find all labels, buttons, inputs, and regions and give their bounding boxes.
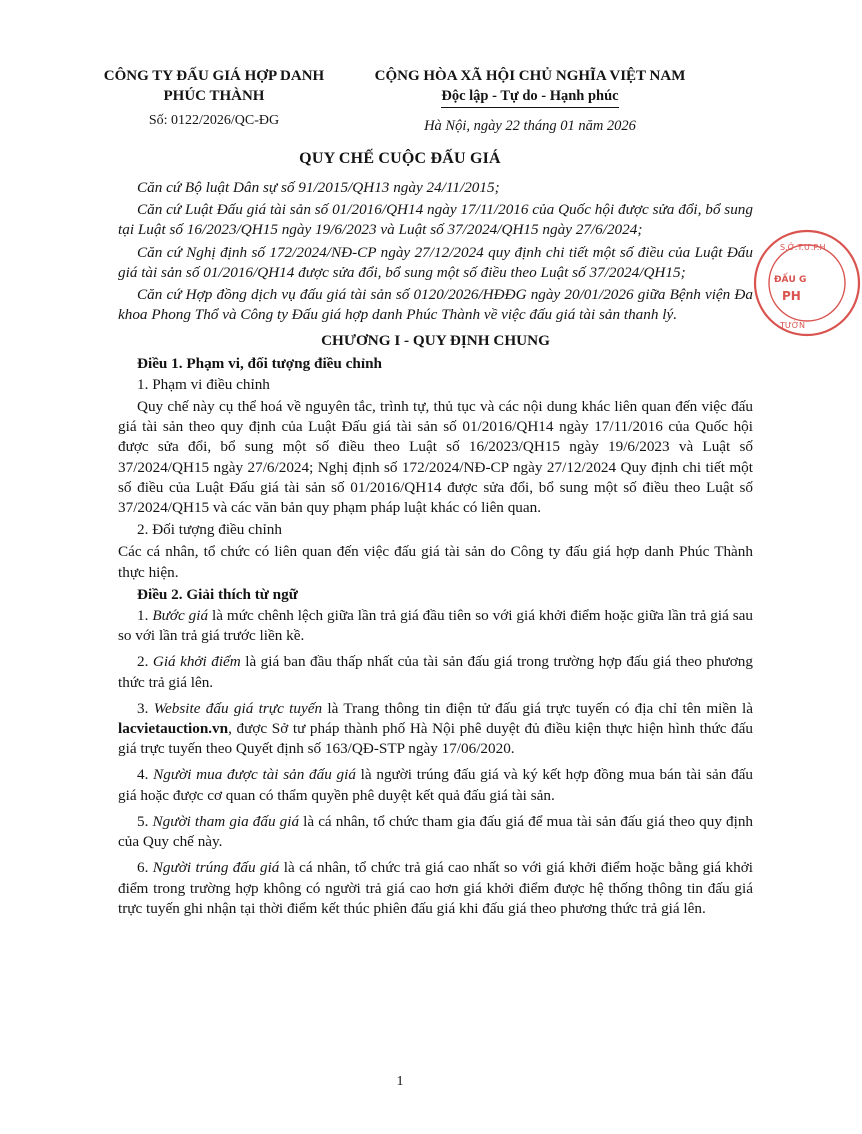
- preamble-1: Căn cứ Bộ luật Dân sự số 91/2015/QH13 ngày 24/11/2015;: [137, 179, 500, 196]
- definition-2: [118, 652, 753, 692]
- page-number: 1: [396, 1074, 404, 1089]
- stamp-text-mid1: ĐẤU G: [774, 275, 807, 285]
- definition-3: [118, 699, 753, 760]
- definition-1-term: Bước giá: [152, 607, 209, 625]
- definition-5-term: Người tham gia đấu giá: [152, 812, 300, 830]
- org-name-line1: CÔNG TY ĐẤU GIÁ HỢP DANH: [103, 68, 325, 84]
- definition-6: [118, 858, 753, 919]
- definition-3-term: Website đấu giá trực tuyến: [153, 699, 323, 717]
- article-1-section-2-text: Các cá nhân, tổ chức có liên quan đến việc đấu giá tài sản do Công ty đấu giá hợp danh Phúc Thành thực hiện.: [118, 543, 753, 581]
- article-1-section-1-title: 1. Phạm vi điều chỉnh: [137, 375, 270, 393]
- definition-2-text: là giá ban đầu thấp nhất của tài sản đấu giá trong trường hợp đấu giá theo phương thức trả giá lên.: [118, 653, 753, 691]
- definition-2-number: 2.: [137, 653, 149, 671]
- definition-5-text: là cá nhân, tổ chức tham gia đấu giá để mua tài sản đấu giá theo quy định của Quy chế này.: [118, 812, 754, 851]
- document-date: Hà Nội, ngày 22 tháng 01 năm 2026: [424, 118, 636, 134]
- definition-3-text-b: , được Sở tư pháp thành phố Hà Nội phê duyệt đủ điều kiện thực hiện hình thức đấu giá trực tuyến theo Quyết định số 163/QĐ-STP ngày 17/06/2020.: [118, 720, 753, 758]
- definition-1: [118, 606, 753, 646]
- document-number: Số: 0122/2026/QC-ĐG: [148, 113, 280, 128]
- article-1-title: Điều 1. Phạm vi, đối tượng điều chỉnh: [137, 354, 382, 372]
- definition-4-text: là người trúng đấu giá và ký kết hợp đồng mua bán tài sản đấu giá hoặc được cơ quan có thẩm quyền phê duyệt kết quả đấu giá tài sản.: [118, 766, 753, 804]
- stamp-text-top: S.Ở.T.Ư.P.H: [780, 243, 826, 252]
- document-body: [118, 178, 753, 921]
- company-seal-stamp: [752, 228, 862, 338]
- stamp-text-bottom: TƯỜN: [780, 321, 806, 330]
- definition-5-number: 5.: [137, 812, 149, 830]
- definition-6-number: 6.: [137, 859, 149, 877]
- article-1-section-1-text: Quy chế này cụ thể hoá về nguyên tắc, trình tự, thủ tục và các nội dung khác liên quan đến việc đấu giá tài sản theo quy định của Luật Đấu giá tài sản số 01/2016/QH14 ngày 17/11/2016 của Quốc hội được sửa đổi, bổ sung một số điều theo Luật số 16/2023/QH15 ngày 19/6/2023 và Luật số 37/2024/QH15 ngày 27/6/2024; Nghị định số 172/2024/NĐ-CP ngày 27/12/2024 Quy định chi tiết một số điều của Luật Đấu giá tài sản số 01/2016/QH14 được sửa đổi, bổ sung một số điều theo Luật số 37/2024/QH15 và các văn bản quy phạm pháp luật khác có liên quan.: [118, 398, 753, 517]
- definition-4-number: 4.: [137, 766, 149, 784]
- preamble-3: Căn cứ Nghị định số 172/2024/NĐ-CP ngày 27/12/2024 quy định chi tiết một số điều của Luật Đấu giá tài sản số 01/2016/QH14 được sửa đổi, bổ sung một số điều theo Luật số 37/2024/QH15;: [118, 243, 753, 281]
- article-1-section-2-title: 2. Đối tượng điều chỉnh: [137, 521, 282, 539]
- definition-1-text: là mức chênh lệch giữa lần trả giá đầu tiên so với giá khởi điểm hoặc giữa lần trả giá sau so với lần trả giá trước liền kề.: [118, 607, 754, 645]
- stamp-text-mid2: PH: [782, 289, 801, 303]
- preamble-2: Căn cứ Luật Đấu giá tài sản số 01/2016/QH14 ngày 17/11/2016 của Quốc hội được sửa đổi, bổ sung tại Luật số 16/2023/QH15 ngày 19/6/2023 và Luật số 37/2024/QH15 ngày 27/6/2024;: [118, 201, 753, 239]
- definition-5: [118, 812, 753, 852]
- national-header: [360, 66, 700, 136]
- organization-header: [68, 66, 360, 131]
- article-2-title: Điều 2. Giải thích từ ngữ: [137, 585, 298, 603]
- definition-3-text-a: là Trang thông tin điện tử đấu giá trực tuyến có địa chỉ tên miền là: [327, 699, 754, 717]
- document-title: QUY CHẾ CUỘC ĐẤU GIÁ: [299, 150, 501, 167]
- definition-2-term: Giá khởi điểm: [152, 653, 241, 671]
- definition-6-term: Người trúng đấu giá: [152, 859, 280, 877]
- org-name-line2: PHÚC THÀNH: [163, 88, 265, 104]
- country-name: CỘNG HÒA XÃ HỘI CHỦ NGHĨA VIỆT NAM: [374, 68, 686, 84]
- chapter-title: CHƯƠNG I - QUY ĐỊNH CHUNG: [321, 332, 550, 350]
- definition-4: [118, 765, 753, 805]
- preamble-4: Căn cứ Hợp đồng dịch vụ đấu giá tài sản số 0120/2026/HĐĐG ngày 20/01/2026 giữa Bệnh viện Đa khoa Phong Thổ và Công ty Đấu giá hợp danh Phúc Thành về việc đấu giá tài sản thanh lý.: [118, 286, 753, 324]
- definition-3-number: 3.: [137, 699, 149, 717]
- national-motto: Độc lập - Tự do - Hạnh phúc: [441, 86, 618, 108]
- definition-1-number: 1.: [137, 607, 149, 625]
- definition-6-text: là cá nhân, tổ chức trả giá cao nhất so với giá khởi điểm hoặc bằng giá khởi điểm trong trường hợp không có người trả giá cao hơn giá khởi điểm được hệ thống thông tin đấu giá trực tuyến ghi nhận tại thời điểm kết thúc phiên đấu giá khi đấu giá theo phương thức trả giá lên.: [118, 859, 753, 917]
- website-domain: lacvietauction.vn: [118, 720, 229, 738]
- definition-4-term: Người mua được tài sản đấu giá: [153, 766, 356, 784]
